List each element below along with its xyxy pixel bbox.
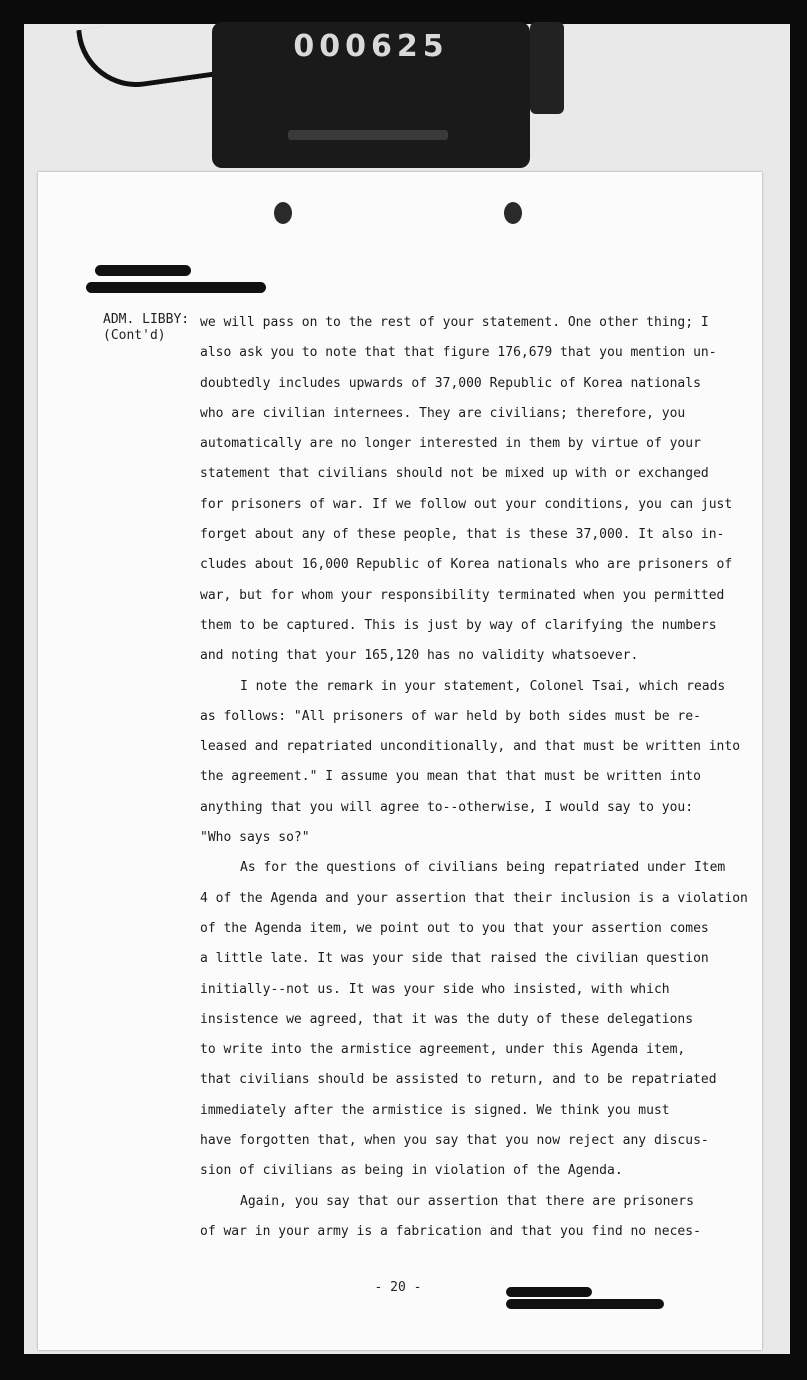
text-line: statement that civilians should not be mixed up with or exchanged	[200, 466, 709, 482]
text-line: 4 of the Agenda and your assertion that their inclusion is a violation	[200, 890, 748, 906]
redaction-bar	[95, 265, 191, 276]
text-line: doubtedly includes upwards of 37,000 Republic of Korea nationals	[200, 375, 701, 391]
text-line: also ask you to note that that figure 176,679 that you mention un-	[200, 345, 717, 361]
text-line: initially--not us. It was your side who insisted, with which	[200, 981, 670, 997]
speaker-continued: (Cont'd)	[103, 328, 166, 343]
text-line: we will pass on to the rest of your statement. One other thing; I	[200, 315, 709, 330]
frame-counter-tab	[530, 22, 564, 114]
text-line: immediately after the armistice is signed. We think you must	[200, 1102, 670, 1118]
frame-counter-slot	[288, 130, 448, 140]
page-number: - 20 -	[374, 1280, 422, 1295]
text-line: who are civilian internees. They are civilians; therefore, you	[200, 405, 686, 421]
text-line: of the Agenda item, we point out to you that your assertion comes	[200, 920, 709, 936]
text-line: "Who says so?"	[200, 830, 310, 846]
text-line: forget about any of these people, that is these 37,000. It also in-	[200, 527, 725, 543]
text-line: to write into the armistice agreement, under this Agenda item,	[200, 1042, 686, 1058]
redaction-bar	[506, 1287, 592, 1297]
speaker-name: ADM. LIBBY:	[103, 312, 190, 327]
text-line: them to be captured. This is just by way of clarifying the numbers	[200, 617, 717, 633]
text-line: leased and repatriated unconditionally, and that must be written into	[200, 739, 741, 755]
text-line: insistence we agreed, that it was the duty of these delegations	[200, 1011, 694, 1027]
text-line: Again, you say that our assertion that there are prisoners	[240, 1193, 694, 1209]
text-line: for prisoners of war. If we follow out your conditions, you can just	[200, 496, 733, 512]
text-line: that civilians should be assisted to return, and to be repatriated	[200, 1072, 717, 1088]
speaker-label	[103, 312, 213, 344]
text-line: and noting that your 165,120 has no validity whatsoever.	[200, 648, 639, 664]
text-line: the agreement." I assume you mean that that must be written into	[200, 769, 701, 785]
text-line: of war in your army is a fabrication and that you find no neces-	[200, 1223, 701, 1239]
text-line: as follows: "All prisoners of war held by both sides must be re-	[200, 708, 701, 724]
punch-hole-right	[504, 202, 522, 224]
punch-hole-left	[274, 202, 292, 224]
redaction-bar	[506, 1299, 664, 1309]
text-line: have forgotten that, when you say that you now reject any discus-	[200, 1133, 709, 1149]
text-line: sion of civilians as being in violation of the Agenda.	[200, 1163, 623, 1179]
document-page	[38, 172, 762, 1350]
text-line: anything that you will agree to--otherwise, I would say to you:	[200, 799, 694, 815]
text-line: As for the questions of civilians being repatriated under Item	[240, 860, 726, 876]
redaction-bar	[86, 282, 266, 293]
text-line: I note the remark in your statement, Colonel Tsai, which reads	[240, 678, 726, 694]
text-line: cludes about 16,000 Republic of Korea nationals who are prisoners of	[200, 557, 733, 573]
text-line: automatically are no longer interested in them by virtue of your	[200, 436, 701, 452]
text-line: war, but for whom your responsibility terminated when you permitted	[200, 587, 725, 603]
transcript-body	[200, 308, 748, 1247]
frame-counter: 000625	[293, 29, 449, 64]
text-line: a little late. It was your side that raised the civilian question	[200, 951, 709, 967]
